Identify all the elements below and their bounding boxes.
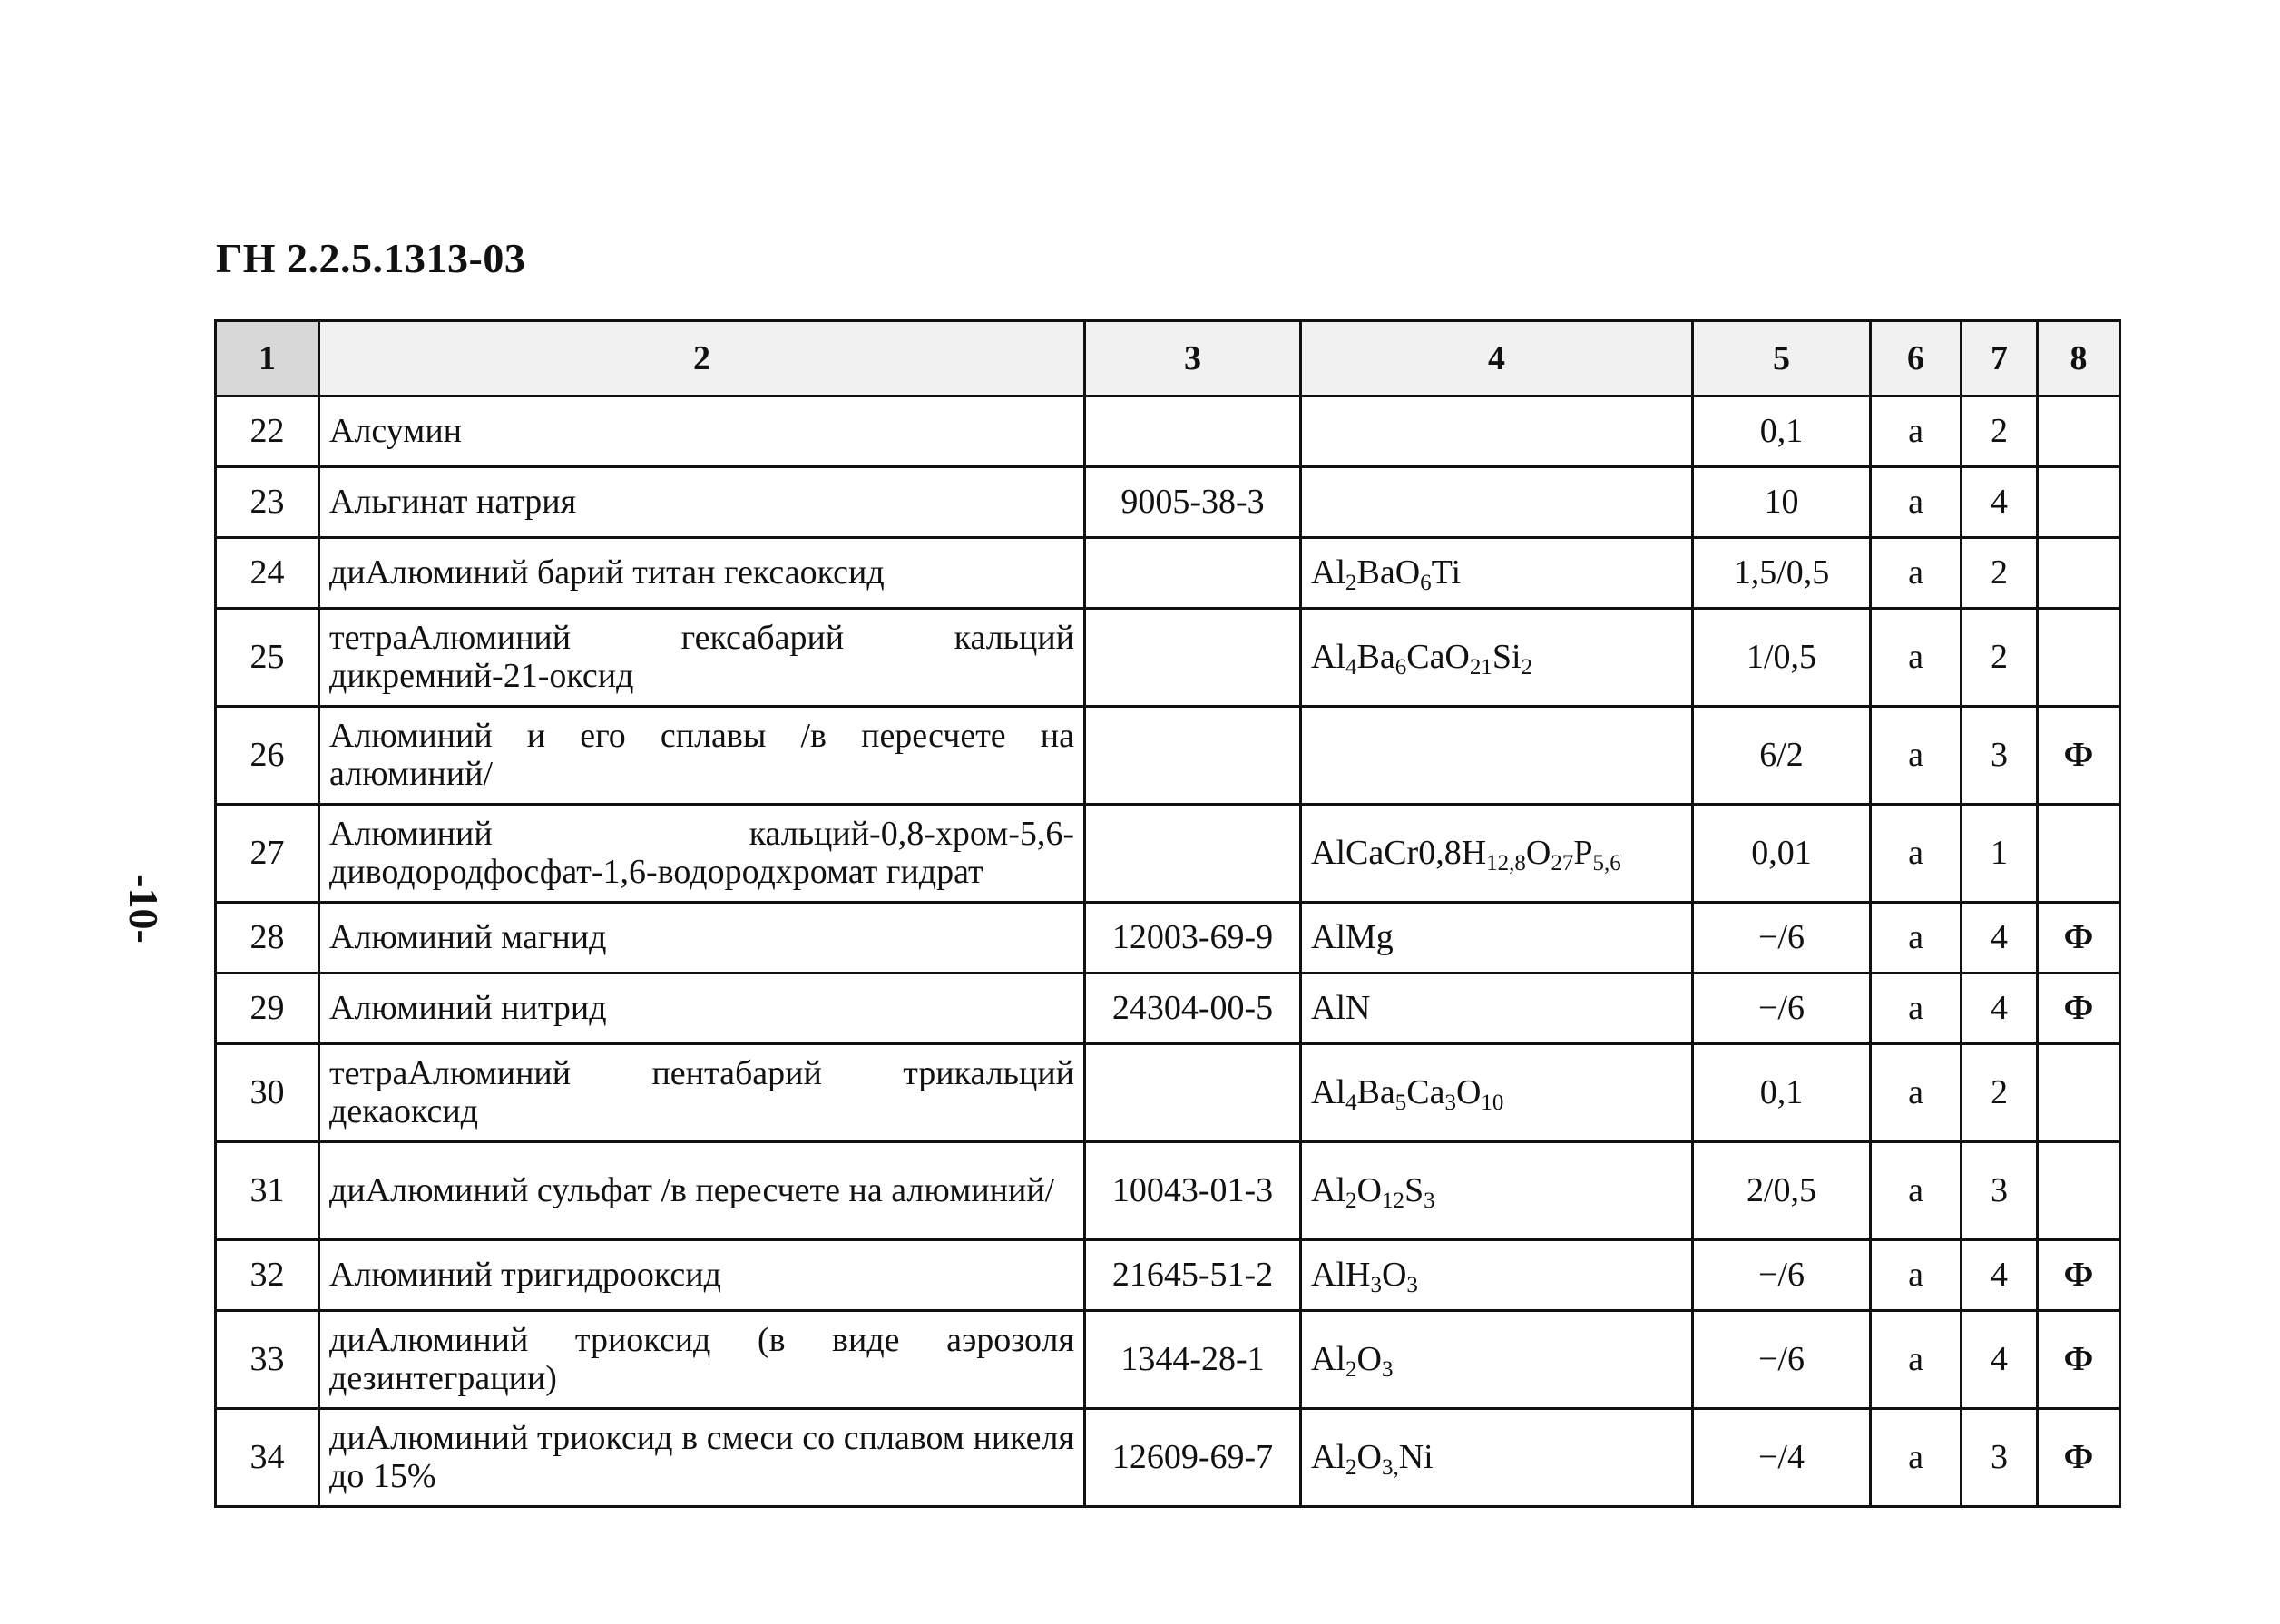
row-number: 26	[216, 707, 319, 805]
limit-value: 6/2	[1693, 707, 1871, 805]
cas-number: 9005-38-3	[1085, 467, 1301, 538]
table-row	[216, 805, 2120, 903]
table-row	[216, 903, 2120, 973]
row-number: 24	[216, 538, 319, 609]
aggregate-state: а	[1871, 1311, 1962, 1409]
hazard-class: 4	[1962, 973, 2038, 1044]
chemical-formula: $Al_2O_{3,}Ni$	[1301, 1409, 1693, 1507]
cas-number	[1085, 609, 1301, 707]
substance-name: диАлюминий барий титан гексаоксид	[319, 538, 1085, 609]
cas-number	[1085, 396, 1301, 467]
limit-value: 10	[1693, 467, 1871, 538]
hazard-class: 4	[1962, 467, 2038, 538]
aggregate-state: а	[1871, 707, 1962, 805]
chemical-formula: $Al_4Ba_5Ca_3O_{10}$	[1301, 1044, 1693, 1142]
hazard-class: 2	[1962, 609, 2038, 707]
column-header-7: 7	[1962, 321, 2038, 396]
column-header-4: 4	[1301, 321, 1693, 396]
cas-number	[1085, 1044, 1301, 1142]
chemical-formula: AlN	[1301, 973, 1693, 1044]
aggregate-state: а	[1871, 1044, 1962, 1142]
table-row	[216, 467, 2120, 538]
table-row	[216, 707, 2120, 805]
limit-value: −/6	[1693, 1240, 1871, 1311]
cas-number: 21645-51-2	[1085, 1240, 1301, 1311]
chemical-formula: $Al_2O_3$	[1301, 1311, 1693, 1409]
limit-value: 2/0,5	[1693, 1142, 1871, 1240]
row-number: 33	[216, 1311, 319, 1409]
aggregate-state: а	[1871, 609, 1962, 707]
note-mark	[2038, 538, 2120, 609]
chemical-formula: $AlH_3O_3$	[1301, 1240, 1693, 1311]
substance-name: Альгинат натрия	[319, 467, 1085, 538]
table-row	[216, 1311, 2120, 1409]
aggregate-state: а	[1871, 903, 1962, 973]
note-mark	[2038, 1044, 2120, 1142]
substance-name: Алсумин	[319, 396, 1085, 467]
hazard-class: 3	[1962, 1409, 2038, 1507]
hazard-class: 1	[1962, 805, 2038, 903]
note-mark: Ф	[2038, 1240, 2120, 1311]
cas-number: 24304-00-5	[1085, 973, 1301, 1044]
row-number: 29	[216, 973, 319, 1044]
row-number: 27	[216, 805, 319, 903]
chemical-formula	[1301, 707, 1693, 805]
note-mark: Ф	[2038, 1311, 2120, 1409]
chemical-formula: $Al_2BaO_6Ti$	[1301, 538, 1693, 609]
cas-number: 10043-01-3	[1085, 1142, 1301, 1240]
hazard-class: 2	[1962, 396, 2038, 467]
column-header-8: 8	[2038, 321, 2120, 396]
aggregate-state: а	[1871, 538, 1962, 609]
aggregate-state: а	[1871, 396, 1962, 467]
page-number: -10-	[120, 874, 167, 944]
limit-value: 0,1	[1693, 1044, 1871, 1142]
table-body	[216, 396, 2120, 1507]
table-row	[216, 609, 2120, 707]
chemical-formula: AlMg	[1301, 903, 1693, 973]
aggregate-state: а	[1871, 973, 1962, 1044]
column-header-2: 2	[319, 321, 1085, 396]
table-row	[216, 1142, 2120, 1240]
substance-name: диАлюминий триоксид в смеси со сплавом никеля до 15%	[319, 1409, 1085, 1507]
aggregate-state: а	[1871, 805, 1962, 903]
substance-name: диАлюминий триоксид (в виде аэрозоля дезинтеграции)	[319, 1311, 1085, 1409]
cas-number	[1085, 538, 1301, 609]
substance-name: тетраАлюминий гексабарий кальций дикремний-21-оксид	[319, 609, 1085, 707]
row-number: 25	[216, 609, 319, 707]
table-row	[216, 396, 2120, 467]
chemical-formula: $Al_4Ba_6CaO_{21}Si_2$	[1301, 609, 1693, 707]
note-mark	[2038, 396, 2120, 467]
hazard-class: 4	[1962, 903, 2038, 973]
substance-name: Алюминий магнид	[319, 903, 1085, 973]
row-number: 31	[216, 1142, 319, 1240]
limit-value: 0,01	[1693, 805, 1871, 903]
table-row	[216, 1044, 2120, 1142]
chemical-formula: $AlCaCr0,8H_{12,8}O_{27}P_{5,6}$	[1301, 805, 1693, 903]
aggregate-state: а	[1871, 1240, 1962, 1311]
cas-number	[1085, 707, 1301, 805]
hazard-class: 3	[1962, 1142, 2038, 1240]
note-mark	[2038, 609, 2120, 707]
column-header-5: 5	[1693, 321, 1871, 396]
table-row	[216, 538, 2120, 609]
row-number: 22	[216, 396, 319, 467]
note-mark	[2038, 467, 2120, 538]
substance-name: диАлюминий сульфат /в пересчете на алюминий/	[319, 1142, 1085, 1240]
note-mark: Ф	[2038, 903, 2120, 973]
chemical-formula	[1301, 467, 1693, 538]
note-mark	[2038, 805, 2120, 903]
note-mark: Ф	[2038, 707, 2120, 805]
row-number: 28	[216, 903, 319, 973]
note-mark: Ф	[2038, 1409, 2120, 1507]
row-number: 34	[216, 1409, 319, 1507]
cas-number	[1085, 805, 1301, 903]
header-row	[216, 321, 2120, 396]
cas-number: 12609-69-7	[1085, 1409, 1301, 1507]
limit-value: 1/0,5	[1693, 609, 1871, 707]
substance-name: Алюминий тригидрооксид	[319, 1240, 1085, 1311]
aggregate-state: а	[1871, 1409, 1962, 1507]
substance-name: Алюминий нитрид	[319, 973, 1085, 1044]
hazard-class: 4	[1962, 1311, 2038, 1409]
hazard-class: 3	[1962, 707, 2038, 805]
chemical-formula: $Al_2O_{12}S_3$	[1301, 1142, 1693, 1240]
column-header-6: 6	[1871, 321, 1962, 396]
limit-value: −/6	[1693, 903, 1871, 973]
substance-name: тетраАлюминий пентабарий трикальций декаоксид	[319, 1044, 1085, 1142]
limit-value: −/4	[1693, 1409, 1871, 1507]
document-title: ГН 2.2.5.1313-03	[216, 235, 526, 281]
table-row	[216, 1240, 2120, 1311]
column-header-3: 3	[1085, 321, 1301, 396]
row-number: 32	[216, 1240, 319, 1311]
cas-number: 1344-28-1	[1085, 1311, 1301, 1409]
substance-name: Алюминий кальций-0,8-хром-5,6-диводородфосфат-1,6-водородхромат гидрат	[319, 805, 1085, 903]
hazard-class: 2	[1962, 538, 2038, 609]
limit-value: 0,1	[1693, 396, 1871, 467]
note-mark: Ф	[2038, 973, 2120, 1044]
aggregate-state: а	[1871, 467, 1962, 538]
aggregate-state: а	[1871, 1142, 1962, 1240]
note-mark	[2038, 1142, 2120, 1240]
row-number: 30	[216, 1044, 319, 1142]
substances-table	[214, 319, 2121, 1508]
table-row	[216, 1409, 2120, 1507]
substance-name: Алюминий и его сплавы /в пересчете на алюминий/	[319, 707, 1085, 805]
hazard-class: 2	[1962, 1044, 2038, 1142]
table-row	[216, 973, 2120, 1044]
column-header-1: 1	[216, 321, 319, 396]
limit-value: −/6	[1693, 973, 1871, 1044]
limit-value: 1,5/0,5	[1693, 538, 1871, 609]
limit-value: −/6	[1693, 1311, 1871, 1409]
chemical-formula	[1301, 396, 1693, 467]
row-number: 23	[216, 467, 319, 538]
hazard-class: 4	[1962, 1240, 2038, 1311]
cas-number: 12003-69-9	[1085, 903, 1301, 973]
